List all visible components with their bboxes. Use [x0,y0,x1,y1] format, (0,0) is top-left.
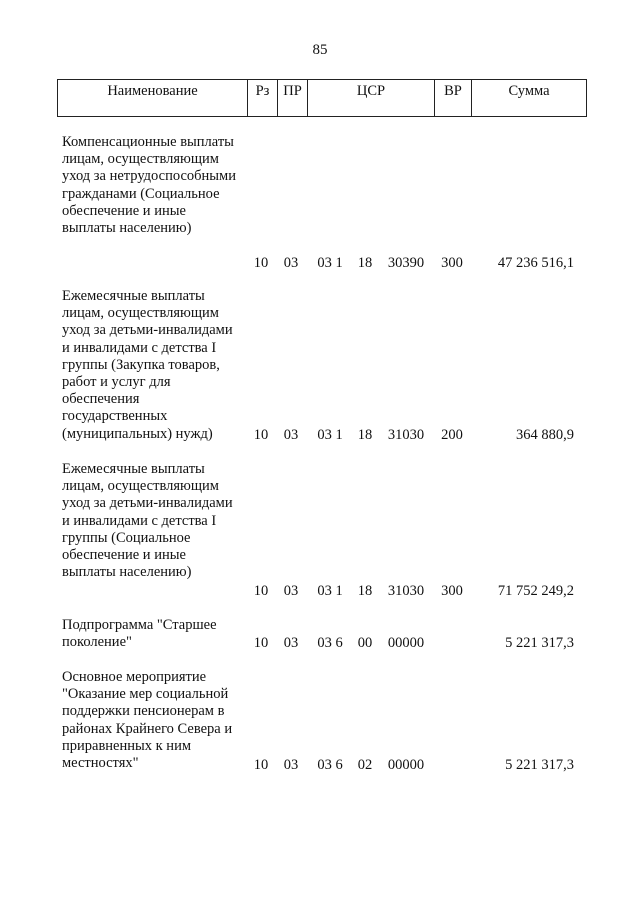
table-row [0,461,640,603]
row-csr-subprogram: 00 [357,635,373,651]
row-csr-subprogram: 18 [357,583,373,599]
row-sum: 5 221 317,3 [505,757,574,773]
row-name: Подпрограмма "Старшее поколение" [62,617,217,651]
page-number: 85 [312,42,328,58]
row-name: Ежемесячные выплаты лицам, осуществляющим уход за детьми-инвалидами и инвалидами с детства I группы (Закупка товаров, работ и услуг для обеспечения государственных (муниципальных) нужд) [62,288,233,442]
row-rz: 10 [253,757,269,773]
row-csr-program: 03 1 [317,427,343,443]
row-csr-subprogram: 18 [357,427,373,443]
row-pr: 03 [283,427,299,443]
header-csr: ЦСР [308,80,435,117]
row-rz: 10 [253,255,269,271]
row-csr-program: 03 6 [317,757,343,773]
row-sum: 47 236 516,1 [497,255,574,271]
row-name: Основное мероприятие "Оказание мер социальной поддержки пенсионерам в районах Крайнего Севера и приравненных к ним местностях" [62,669,233,772]
row-name: Ежемесячные выплаты лицам, осуществляющим уход за детьми-инвалидами и инвалидами с детства I группы (Социальное обеспечение и иные выплаты населению) [62,461,233,581]
row-csr-program: 03 1 [317,255,343,271]
row-csr-direction: 00000 [387,635,425,651]
header-vr: ВР [435,80,472,117]
row-rz: 10 [253,427,269,443]
row-csr-program: 03 1 [317,583,343,599]
row-csr-direction: 00000 [387,757,425,773]
row-vr: 200 [441,427,463,443]
row-csr-program: 03 6 [317,635,343,651]
header-sum: Сумма [472,80,587,117]
row-csr-subprogram: 18 [357,255,373,271]
row-csr-direction: 30390 [387,255,425,271]
row-sum: 5 221 317,3 [505,635,574,651]
table-row [0,134,640,274]
row-sum: 364 880,9 [516,427,574,443]
row-vr: 300 [441,583,463,599]
row-csr-direction: 31030 [387,583,425,599]
row-sum: 71 752 249,2 [497,583,574,599]
row-pr: 03 [283,635,299,651]
row-csr-subprogram: 02 [357,757,373,773]
header-name: Наименование [58,80,248,117]
row-rz: 10 [253,635,269,651]
header-pr: ПР [278,80,308,117]
table-row [0,617,640,657]
table-row [0,669,640,779]
row-name: Компенсационные выплаты лицам, осуществляющим уход за нетрудоспособными гражданами (Социальное обеспечение и иные выплаты населению) [62,134,236,237]
header-rz: Рз [248,80,278,117]
row-csr-direction: 31030 [387,427,425,443]
row-pr: 03 [283,255,299,271]
row-vr: 300 [441,255,463,271]
row-pr: 03 [283,583,299,599]
row-pr: 03 [283,757,299,773]
row-rz: 10 [253,583,269,599]
table-row [0,288,640,448]
